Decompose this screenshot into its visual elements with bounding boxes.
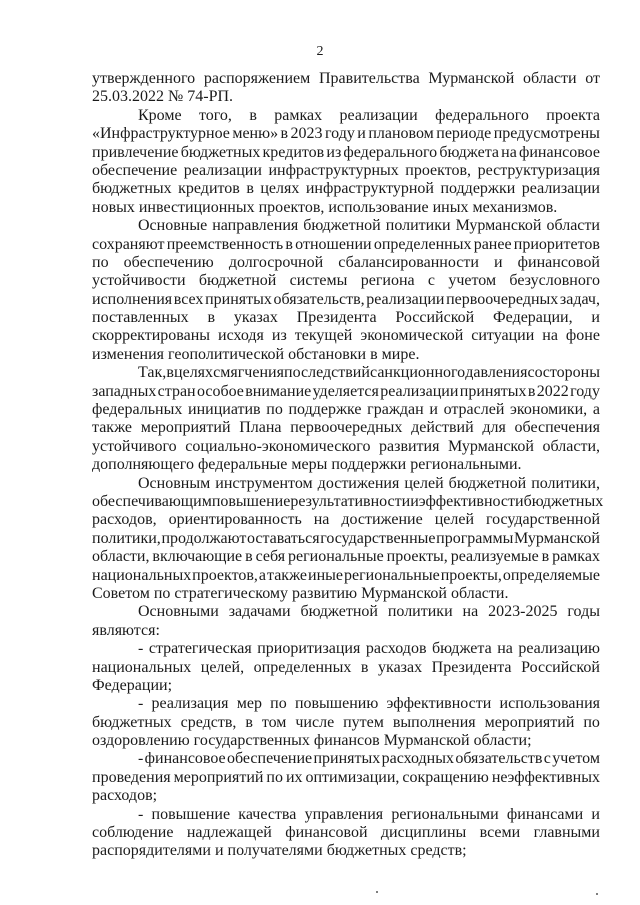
- text-line: [92, 548, 600, 566]
- word: инициатив: [188, 401, 261, 419]
- word: проектов,: [192, 566, 258, 584]
- word: в: [207, 309, 216, 327]
- word: ориентированность: [168, 511, 302, 529]
- word: поддержки: [440, 180, 516, 198]
- paragraph: [92, 695, 600, 750]
- text-line: расходов;: [92, 787, 158, 805]
- word: а: [258, 566, 267, 584]
- paragraph: [92, 107, 600, 217]
- text-line: изменения геополитической обстановки в мире.: [92, 345, 420, 363]
- word: дисциплины: [380, 824, 467, 842]
- word: национальных: [92, 658, 192, 676]
- word: путем: [343, 713, 384, 731]
- word: указах: [378, 658, 423, 676]
- paragraph: [92, 750, 600, 805]
- word: Основным: [138, 474, 211, 492]
- word: Основными: [138, 603, 219, 621]
- text-line: [92, 401, 600, 419]
- word: в: [166, 364, 174, 382]
- word: на: [497, 640, 513, 658]
- word: западных: [92, 382, 157, 400]
- word: целей: [404, 474, 444, 492]
- word: долгосрочной: [228, 253, 324, 271]
- word: рамках: [274, 106, 323, 124]
- word: из: [326, 143, 342, 161]
- word: стран: [157, 382, 196, 400]
- text-line: являются:: [92, 621, 160, 639]
- word: соблюдение: [92, 824, 174, 842]
- word: -: [138, 750, 144, 768]
- word: иные: [308, 566, 343, 584]
- word: бюджетных: [92, 713, 172, 731]
- word: мероприятий: [140, 419, 231, 437]
- word: по: [266, 768, 283, 786]
- word: реструктуризация: [477, 161, 600, 179]
- word: плановом: [368, 125, 434, 143]
- word: всех: [173, 290, 204, 308]
- text-line: [92, 180, 600, 198]
- text-line: [92, 603, 600, 621]
- word: также: [92, 419, 133, 437]
- word: безусловного: [509, 272, 600, 290]
- text-line: [92, 750, 600, 768]
- word: от: [585, 70, 600, 87]
- text-line: [92, 291, 600, 309]
- text-line: [92, 107, 600, 125]
- word: реализации: [183, 161, 262, 179]
- word: 2022: [536, 382, 569, 400]
- word: обеспечение: [92, 161, 178, 179]
- word: уделяется: [312, 382, 379, 400]
- word: региональные: [343, 566, 440, 584]
- word: -: [138, 805, 144, 823]
- text-line: оздоровлению государственных финансов Мурманской области;: [92, 732, 532, 750]
- word: санкционного: [370, 364, 466, 382]
- word: их: [285, 768, 303, 786]
- word: принятых: [205, 290, 272, 308]
- text-line: [92, 714, 600, 732]
- word: повышение: [151, 805, 231, 823]
- word: Президента: [431, 658, 512, 676]
- word: инфраструктурной: [305, 180, 434, 198]
- text-line: [92, 438, 600, 456]
- word: в: [280, 125, 289, 143]
- word: году: [325, 125, 355, 143]
- word: региональными: [391, 805, 499, 823]
- scan-speck: [596, 893, 598, 895]
- word: федерального: [435, 106, 529, 124]
- word: внимание: [245, 382, 312, 400]
- text-line: новых инвестиционных проектов, использование иных механизмов.: [92, 198, 558, 216]
- word: преемственность: [166, 235, 284, 253]
- paragraph: [92, 217, 600, 364]
- text-line: [92, 272, 600, 290]
- word: учетом: [552, 750, 600, 768]
- word: Мурманской: [448, 437, 534, 455]
- text-line: Советом по стратегическому развитию Мурманской области.: [92, 584, 509, 602]
- text-line: [92, 217, 600, 235]
- word: обязательств,: [273, 290, 365, 308]
- word: инфраструктурных: [268, 161, 399, 179]
- word: на: [462, 603, 479, 621]
- word: области,: [92, 548, 150, 566]
- word: исполнения: [92, 290, 173, 308]
- word: на: [542, 327, 558, 345]
- word: системы: [289, 272, 348, 290]
- word: мероприятий: [484, 713, 575, 731]
- text-line: [92, 567, 600, 585]
- word: финансовой: [517, 253, 600, 271]
- word: на: [501, 143, 517, 161]
- word: и: [357, 125, 366, 143]
- word: и: [429, 401, 438, 419]
- word: по: [266, 401, 283, 419]
- word: стороны: [542, 364, 600, 382]
- word: включающие: [152, 548, 243, 566]
- word: определенных: [253, 658, 352, 676]
- word: Мурманской: [455, 217, 542, 235]
- word: достижение: [341, 511, 423, 529]
- word: привлечение: [92, 143, 179, 161]
- word: расходов,: [92, 511, 157, 529]
- word: Мурманской: [514, 529, 600, 547]
- word: распоряжением: [203, 70, 311, 87]
- word: смягчения: [213, 364, 284, 382]
- word: утвержденного: [92, 70, 196, 87]
- word: мероприятий: [173, 768, 264, 786]
- word: национальных: [92, 566, 192, 584]
- word: поддержке: [288, 401, 362, 419]
- word: реализации: [380, 382, 459, 400]
- word: бюджетной: [303, 217, 381, 235]
- text-line: [92, 492, 604, 511]
- word: устойчивости: [92, 272, 186, 290]
- word: в: [245, 713, 253, 731]
- word: стратегическая: [148, 640, 252, 658]
- word: для: [482, 419, 506, 437]
- word: региональные: [287, 548, 384, 566]
- word: кредитов: [262, 143, 325, 161]
- word: бюджетной: [448, 474, 527, 492]
- word: рамках: [552, 548, 600, 566]
- word: определенных: [373, 235, 472, 253]
- text-line: [92, 806, 600, 824]
- word: экономической: [360, 327, 464, 345]
- word: реализации: [339, 106, 418, 124]
- word: 2023: [290, 125, 323, 143]
- word: области: [523, 70, 577, 87]
- word: целей,: [200, 658, 245, 676]
- text-line: распорядителями и получателями бюджетных средств;: [92, 842, 467, 860]
- text-line: [92, 327, 600, 345]
- word: оптимизации,: [305, 768, 400, 786]
- text-line: [92, 419, 600, 437]
- text-line: [92, 769, 600, 787]
- word: и: [410, 492, 419, 510]
- word: последствий: [284, 364, 370, 382]
- word: целях: [260, 180, 300, 198]
- word: по: [92, 253, 109, 271]
- word: средств,: [180, 713, 237, 731]
- word: граждан: [367, 401, 424, 419]
- word: приоритизация: [257, 640, 361, 658]
- word: 2023-2025: [488, 603, 558, 621]
- word: отношении: [295, 235, 372, 253]
- word: в: [249, 106, 257, 124]
- word: реализация: [151, 695, 229, 713]
- word: с: [543, 750, 551, 768]
- word: из: [271, 327, 287, 345]
- word: в: [541, 548, 550, 566]
- text-line: [92, 162, 600, 180]
- word: сбалансированности: [338, 253, 479, 271]
- word: достижения: [317, 474, 400, 492]
- word: использования: [499, 695, 600, 713]
- word: Правительства: [319, 70, 420, 87]
- word: -: [138, 640, 144, 658]
- word: сокращению: [402, 768, 489, 786]
- word: инструментом: [215, 474, 313, 492]
- document-body: [92, 70, 604, 861]
- word: неэффективных: [491, 768, 600, 786]
- word: обеспечения: [514, 419, 600, 437]
- word: меню»: [232, 125, 279, 143]
- word: бюджетных: [92, 180, 172, 198]
- word: повышение: [211, 492, 291, 510]
- text-line: [92, 125, 600, 143]
- word: Федерации,: [493, 309, 573, 327]
- word: продолжают: [161, 529, 247, 547]
- word: задачами: [228, 603, 291, 621]
- word: поставленных: [92, 309, 189, 327]
- text-line: [92, 824, 600, 842]
- text-line: [92, 640, 600, 658]
- word: действий: [411, 419, 474, 437]
- paragraph: [92, 364, 600, 474]
- word: в: [527, 382, 536, 400]
- word: предусмотрены: [493, 125, 600, 143]
- word: экономики,: [510, 401, 588, 419]
- word: а: [592, 401, 600, 419]
- word: «Инфраструктурное: [92, 125, 230, 143]
- word: исходя: [218, 327, 264, 345]
- word: особое: [196, 382, 244, 400]
- word: периоде: [436, 125, 492, 143]
- word: числе: [295, 713, 335, 731]
- text-line: [92, 659, 600, 677]
- word: расходов: [365, 640, 427, 658]
- word: первоочередных: [446, 290, 559, 308]
- word: бюджета: [439, 143, 499, 161]
- word: и: [591, 309, 600, 327]
- word: на: [313, 511, 330, 529]
- word: федерального: [343, 143, 438, 161]
- word: программы: [436, 529, 514, 547]
- word: ранее: [473, 235, 512, 253]
- word: задач,: [559, 290, 600, 308]
- word: приоритетов: [513, 235, 600, 253]
- word: кредитов: [178, 180, 240, 198]
- word: фоне: [565, 327, 600, 345]
- word: ситуации: [471, 327, 535, 345]
- word: году: [570, 382, 600, 400]
- word: Мурманской: [428, 70, 515, 87]
- paragraph: [92, 640, 600, 695]
- word: того,: [198, 106, 232, 124]
- text-line: [92, 475, 600, 493]
- word: эффективности: [386, 695, 492, 713]
- word: принятых: [313, 750, 381, 768]
- word: финансовое: [518, 143, 600, 161]
- word: обязательств: [455, 750, 543, 768]
- word: финансами: [506, 805, 584, 823]
- word: реализуемые: [450, 548, 539, 566]
- word: развития: [379, 437, 440, 455]
- word: Основные: [138, 217, 208, 235]
- word: мер: [236, 695, 262, 713]
- word: реализации: [521, 180, 600, 198]
- word: расходных: [381, 750, 454, 768]
- word: скорректированы: [92, 327, 211, 345]
- word: давления: [465, 364, 528, 382]
- text-line: [92, 254, 600, 272]
- text-line: [92, 144, 600, 162]
- word: проекты,: [386, 548, 448, 566]
- word: Кроме: [138, 106, 182, 124]
- word: политики,: [92, 529, 161, 547]
- word: управления: [304, 805, 384, 823]
- word: бюджетных: [180, 143, 261, 161]
- word: том: [261, 713, 287, 731]
- word: выполнения: [392, 713, 476, 731]
- word: с: [427, 272, 436, 290]
- word: эффективности: [418, 492, 524, 510]
- word: сохраняют: [92, 235, 165, 253]
- word: обеспечивающим: [92, 492, 212, 510]
- text-line: [92, 695, 600, 713]
- scan-speck: [376, 891, 378, 893]
- word: надлежащей: [186, 824, 272, 842]
- word: Российской: [395, 309, 475, 327]
- word: бюджетной: [198, 272, 277, 290]
- word: реализацию: [518, 640, 600, 658]
- word: целей: [434, 511, 474, 529]
- word: качества: [238, 805, 297, 823]
- word: всеми: [479, 824, 521, 842]
- text-line: [92, 364, 600, 382]
- word: в: [360, 658, 369, 676]
- text-line: [92, 383, 600, 401]
- paragraph: [92, 474, 604, 604]
- word: государственной: [485, 511, 600, 529]
- word: указах: [233, 309, 278, 327]
- word: бюджетной: [300, 603, 378, 621]
- word: политики: [387, 603, 453, 621]
- word: политики,: [531, 474, 600, 492]
- word: и: [494, 253, 503, 271]
- paragraph: [92, 70, 600, 107]
- word: области,: [542, 437, 600, 455]
- word: учетом: [448, 272, 497, 290]
- word: также: [267, 566, 308, 584]
- word: по: [270, 695, 287, 713]
- word: определяемые: [502, 566, 600, 584]
- text-line: [92, 511, 600, 529]
- text-line: 25.03.2022 № 74-РП.: [92, 88, 234, 106]
- page-number: 2: [316, 44, 324, 59]
- word: реализации: [366, 290, 445, 308]
- word: повышению: [294, 695, 379, 713]
- word: главными: [533, 824, 600, 842]
- word: себя: [255, 548, 286, 566]
- word: по: [583, 713, 600, 731]
- word: государственные: [320, 529, 436, 547]
- word: обеспечение: [226, 750, 313, 768]
- word: Президента: [296, 309, 377, 327]
- word: бюджета: [432, 640, 492, 658]
- word: финансовое: [144, 750, 226, 768]
- word: Так,: [138, 364, 167, 382]
- word: проектов,: [405, 161, 472, 179]
- word: отраслей: [443, 401, 505, 419]
- word: принятых: [459, 382, 527, 400]
- word: региона: [360, 272, 415, 290]
- word: первоочередных: [290, 419, 403, 437]
- word: Плана: [239, 419, 282, 437]
- text-line: Федерации;: [92, 676, 173, 694]
- word: социально-экономического: [185, 437, 371, 455]
- text-line: [92, 530, 600, 548]
- word: проекта: [546, 106, 600, 124]
- word: и: [591, 805, 600, 823]
- word: Российской: [521, 658, 600, 676]
- text-line: [92, 70, 600, 88]
- word: со: [527, 364, 543, 382]
- word: финансовой: [285, 824, 368, 842]
- word: в: [285, 235, 293, 253]
- word: устойчивого: [92, 437, 177, 455]
- word: проекты,: [440, 566, 502, 584]
- word: направления: [212, 217, 299, 235]
- text-line: [92, 236, 600, 254]
- text-line: [92, 309, 600, 327]
- paragraph: [92, 806, 600, 861]
- text-line: дополняющего федеральные меры поддержки региональными.: [92, 456, 522, 474]
- paragraph: [92, 603, 600, 640]
- word: текущей: [294, 327, 353, 345]
- word: результативности: [290, 492, 411, 510]
- word: бюджетных: [523, 492, 604, 510]
- word: политики: [385, 217, 451, 235]
- word: обеспечению: [123, 253, 214, 271]
- word: оставаться: [246, 529, 320, 547]
- word: федеральных: [92, 401, 183, 419]
- word: проведения: [92, 768, 171, 786]
- word: в: [245, 548, 253, 566]
- word: целях: [174, 364, 214, 382]
- word: годы: [567, 603, 600, 621]
- word: -: [138, 695, 144, 713]
- word: области: [546, 217, 600, 235]
- word: в: [246, 180, 254, 198]
